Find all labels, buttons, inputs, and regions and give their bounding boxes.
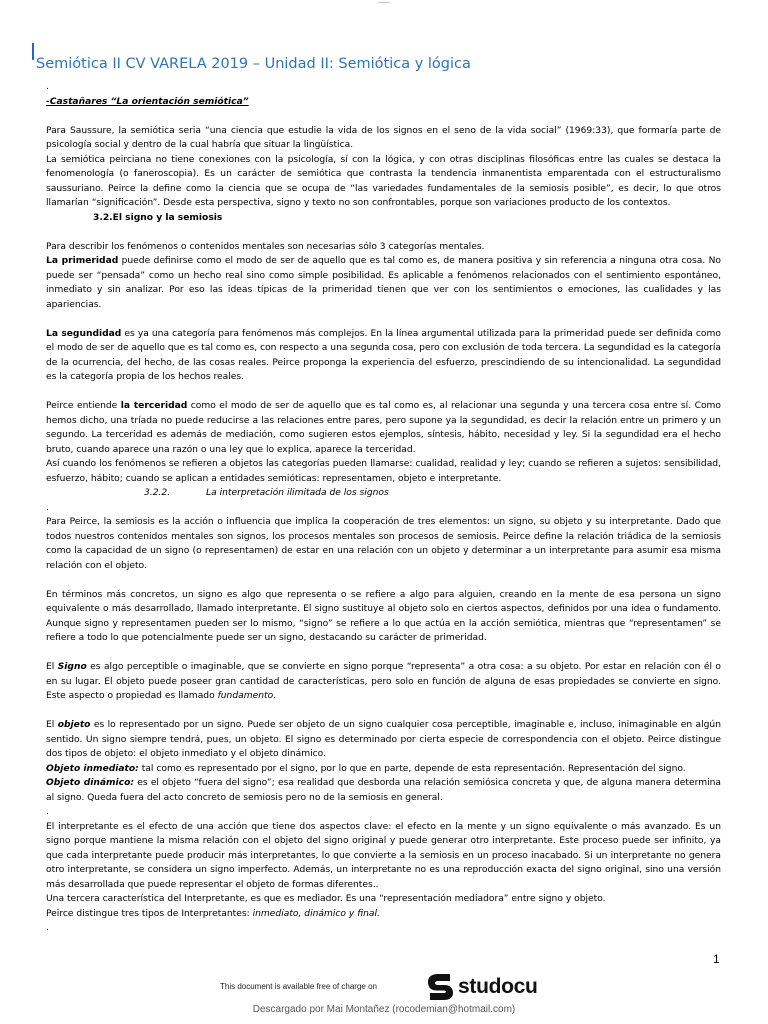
term-objeto: objeto	[57, 720, 91, 730]
paragraph-objeto-inmediato	[46, 762, 721, 777]
paragraph-semiosis: Para Peirce, la semiosis es la acción o influencia que implica la cooperación de tres elementos: un signo, su objeto y su interpretante. Dado que todos nuestros contenidos mentales son signos, los procesos mentales son procesos de semiosis. Peirce define la relación triádica de la semiosis como la capacidad de un signo (o representamen) de estar en una relación con un objeto y determinar a un interpretante para asumir esa misma relación con el objeto.	[46, 517, 721, 571]
dot-line: .	[46, 502, 49, 513]
paragraph-mediador: Una tercera característica del Interpretante, es que es mediador. Es una “representación mediadora” entre signo y objeto.	[46, 894, 606, 904]
paragraph-tipos-interpretantes	[46, 907, 721, 922]
dot-line: .	[46, 807, 49, 817]
paragraph-categorias-aplicadas: Así cuando los fenómenos se refieren a objetos las categorías pueden llamarse: cualidad, realidad y ley; cuando se refieren a sujetos: sensibilidad, esfuerzo, hábito; cuando se aplican a entidades semióticas: representamen, objeto e interpretante.	[46, 459, 721, 484]
text-signo-pre: El	[46, 662, 58, 672]
section-number: 3.2.2.	[144, 488, 171, 498]
document-body	[46, 80, 721, 936]
term-objeto-inmediato: Objeto inmediato:	[46, 763, 139, 774]
paragraph-objeto-dinamico	[46, 776, 721, 805]
section-heading-3-2: 3.2.El signo y la semiosis	[93, 212, 223, 223]
dot-line: .	[46, 82, 49, 92]
reference-text: -Castañares “La orientación semiótica”	[46, 96, 249, 107]
text-terceridad-pre: Peirce entiende	[46, 401, 121, 411]
paragraph-terceridad	[46, 399, 721, 457]
text-objeto-pre: El	[46, 720, 58, 730]
section-title: La interpretación ilimitada de los signos	[206, 488, 389, 498]
dot-line: .	[46, 923, 49, 933]
text-terceridad: como el modo de ser de aquello que es tal como es, al relacionar una segunda y una tercera cosa entre sí. Como hemos dicho, una tríada no puede reducirse a las relaciones entre pares, pero supone ya la segundidad, es decir la relación entre un primero y un segundo. La terceridad es además de mediación, como sugieren estos ejemplos, síntesis, hábito, necesidad y ley. Si la segundidad era el hecho bruto, cuando aparece una razón o una ley que lo explica, aparece la terceridad.	[46, 401, 721, 455]
paragraph-objeto	[46, 718, 721, 762]
paragraph-categories: Para describir los fenómenos o contenidos mentales son necesarias sólo 3 categorías mentales.	[46, 241, 485, 252]
top-mark	[378, 2, 390, 3]
text-objeto: es lo representado por un signo. Puede ser objeto de un signo cualquier cosa perceptible, imaginable e, incluso, inimaginable en algún sentido. Un signo siempre tendrá, pues, un objeto. El signo es determinado por cierta especie de correspondencia con el objeto. Peirce distingue dos tipos de objeto: el objeto inmediato y el objeto dinámico.	[46, 720, 721, 759]
text-segundidad: es ya una categoría para fenómenos más complejos. En la línea argumental utilizada para la primeridad puede ser definida como el modo de ser de aquello que es tal como es, con respecto a una segunda cosa, pero con exclusión de toda tercera. La segundidad es la categoría de la ocurrencia, del hecho, de las cosas reales. Peirce proponga la experiencia del esfuerzo, prescindiendo de su intencionalidad. La segundidad es la categoría propia de los hechos reales.	[46, 328, 721, 382]
text-signo: es algo perceptible o imaginable, que se convierte en signo porque “representa” a otra cosa: a su objeto. Por estar en relación con él o en su lugar. El objeto puede poseer gran cantidad de características, pero solo en función de alguna de esas propiedades se convierte en signo. Este aspecto o propiedad es llamado	[46, 662, 721, 701]
term-segundidad: La segundidad	[46, 328, 122, 339]
term-tipos: inmediato, dinámico y final.	[252, 908, 380, 919]
paragraph-peirce-semiotics: La semiótica peirciana no tiene conexiones con la psicología, sí con la lógica, y con otras disciplinas filosóficas entre las cuales se destaca la fenomenología (o faneroscopia). Es un carácter de semiótica que contrasta la tendencia inmanentista emparentada con el estructuralismo saussuriano. Peirce la define como la ciencia que se ocupa de “las variedades fundamentales de la semiosis posible”, es decir, lo que otros llamarían “significación”. Desde esta perspectiva, signo y texto no son confrontables, porque son variaciones producto de los contextos.	[46, 154, 721, 208]
section-heading-3-2-2	[46, 486, 721, 501]
reference-line	[46, 95, 721, 110]
term-objeto-dinamico: Objeto dinámico:	[46, 778, 135, 788]
page-title: Semiótica II CV VARELA 2019 – Unidad II: Semiótica y lógica	[36, 56, 471, 72]
studocu-logo-icon	[424, 972, 456, 1002]
text-objeto-inmediato: tal como es representado por el signo, por lo que en parte, depende de esta representación. Representación del signo.	[138, 763, 686, 774]
text-tipos: Peirce distingue tres tipos de Interpretantes:	[46, 908, 253, 919]
footer-availability: This document is available free of charge on	[220, 982, 377, 991]
studocu-logo[interactable]	[424, 972, 538, 1002]
paragraph-segundidad	[46, 327, 721, 385]
paragraph-saussure: Para Saussure, la semiótica seria “una ciencia que estudie la vida de los signos en el seno de la vida social” (1969:33), que formaría parte de psicología social y dentro de la cual habría que situar la lingüística.	[46, 125, 721, 150]
text-primeridad: puede definirse como el modo de ser de aquello que es tal como es, de manera positiva y sin referencia a ninguna otra cosa. No puede ser “pensada” como un hecho real sino como simple posibilidad. Es aplicable a fenómenos relacionados con el sentimiento espontáneo, inmediato y sin analizar. Por eso las ideas típicas de la primeridad tienen que ver con los sentimientos o emociones, las cualidades y las apariencias.	[46, 256, 721, 310]
term-terceridad: la terceridad	[120, 401, 188, 411]
paragraph-signo	[46, 660, 721, 704]
paragraph-signo-concreto: En términos más concretos, un signo es algo que representa o se refiere a algo para alguien, creando en la mente de esa persona un signo equivalente o más desarrollado, llamado interpretante. El signo sustituye al objeto solo en ciertos aspectos, definidos por una idea o fundamento. Aunque signo y representamen pueden ser lo mismo, “signo” se refiere a lo que actúa en la acción semiótica, mientras que “representamen” se refiere a todo lo que potencialmente puede ser un signo, destacando su carácter de primeridad.	[46, 589, 721, 643]
studocu-logo-text: studocu	[458, 975, 538, 998]
page-number: 1	[713, 952, 720, 966]
download-notice: Descargado por Mai Montañez (rocodemian@hotmail.com)	[252, 1004, 516, 1015]
term-fundamento: fundamento	[217, 691, 274, 701]
paragraph-primeridad	[46, 254, 721, 312]
text-signo-end: .	[273, 691, 277, 701]
text-cursor	[32, 43, 34, 60]
paragraph-interpretante: El interpretante es el efecto de una acción que tiene dos aspectos clave: el efecto en la mente y un signo equivalente o más avanzado. Es un signo porque mantiene la misma relación con el objeto del signo original y puede generar otro interpretante. Este proceso puede ser infinito, ya que cada interpretante puede producir más interpretantes, lo que convierte a la semiosis en un proceso inacabado. Si un interpretante no genera otro interpretante, se considera un signo imperfecto. Además, un interpretante no es una reproducción exacta del signo original, sino una versión más desarrollada que puede representar el objeto de formas diferentes..	[46, 821, 721, 890]
term-signo: Signo	[57, 662, 87, 672]
text-objeto-dinamico: es el objeto “fuera del signo”; esa realidad que desborda una relación semiósica concreta y que, de alguna manera determina al signo. Queda fuera del acto concreto de semiosis pero no de la semiosis en general.	[46, 778, 721, 803]
term-primeridad: La primeridad	[46, 256, 119, 266]
